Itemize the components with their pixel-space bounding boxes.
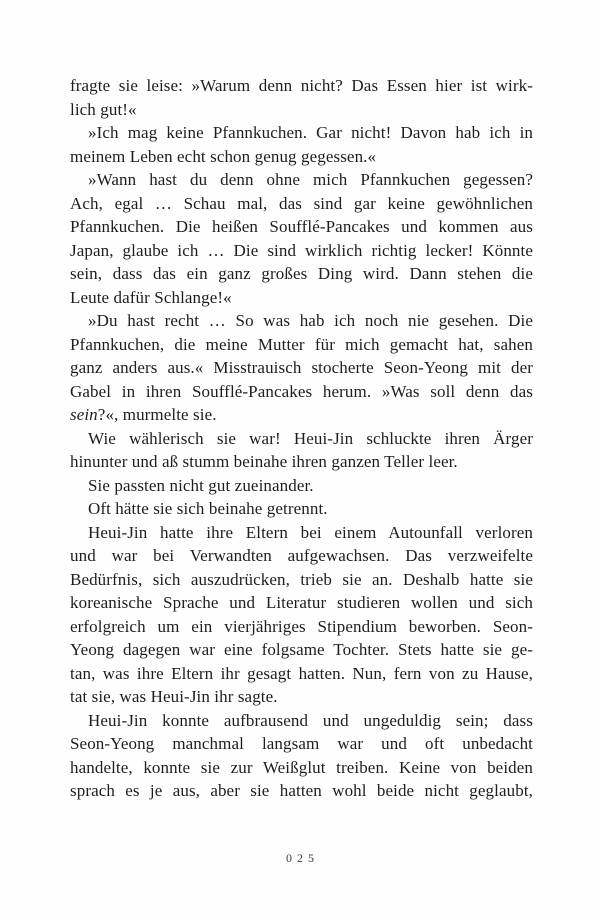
text-line: und war bei Verwandten aufgewachsen. Das verzweifelte — [70, 546, 533, 565]
paragraph — [70, 121, 533, 168]
text-line: lich gut!« — [70, 99, 137, 119]
text-line: Wie wählerisch sie war! Heui-Jin schluckte ihren Ärger — [88, 428, 533, 448]
paragraph — [70, 497, 533, 521]
text-line: fragte sie leise: »Warum denn nicht? Das Essen hier ist wirk- — [70, 76, 533, 95]
text-line: tat sie, was Heui-Jin ihr sagte. — [70, 687, 278, 706]
text-line: handelte, konnte sie zur Weißglut treiben. Keine von beiden — [70, 757, 533, 777]
text-line: tan, was ihre Eltern ihr gesagt hatten. Nun, fern von zu Hause, — [70, 663, 533, 683]
text-line: Pfannkuchen. Die heißen Soufflé-Pancakes und kommen aus — [70, 217, 533, 236]
text-line: Bedürfnis, sich auszudrücken, trieb sie an. Deshalb hatte sie — [70, 569, 533, 589]
paragraph — [70, 74, 533, 121]
text-line: Leute dafür Schlange!« — [70, 287, 232, 307]
text-line: Japan, glaube ich … Die sind wirklich richtig lecker! Könnte — [70, 240, 533, 260]
text-line: Oft hätte sie sich beinahe getrennt. — [88, 499, 328, 518]
paragraph — [70, 521, 533, 709]
text-line: Sie passten nicht gut zueinander. — [88, 475, 314, 495]
paragraph — [70, 427, 533, 474]
paragraph — [70, 709, 533, 803]
text-line: ganz anders aus.« Misstrauisch stocherte Seon-Yeong mit der — [70, 358, 533, 377]
paragraph — [70, 168, 533, 309]
text-line: Seon-Yeong manchmal langsam war und oft unbedacht — [70, 734, 533, 753]
text-line: Ach, egal … Schau mal, das sind gar keine gewöhnlichen — [70, 193, 533, 213]
text-line: sein?«, murmelte sie. — [70, 405, 217, 424]
text-line: hinunter und aß stumm beinahe ihren ganzen Teller leer. — [70, 452, 458, 471]
text-line: »Ich mag keine Pfannkuchen. Gar nicht! Davon hab ich in — [88, 123, 533, 142]
text-line: koreanische Sprache und Literatur studieren wollen und sich — [70, 593, 533, 612]
text-line: Yeong dagegen war eine folgsame Tochter. Stets hatte sie ge- — [70, 640, 533, 659]
text-line: sein, dass das ein ganz großes Ding wird. Dann stehen die — [70, 264, 533, 283]
text-line: Gabel in ihren Soufflé-Pancakes herum. »Was soll denn das — [70, 381, 533, 401]
text-line: »Du hast recht … So was hab ich noch nie gesehen. Die — [88, 311, 533, 330]
text-line: Pfannkuchen, die meine Mutter für mich gemacht hat, sahen — [70, 334, 533, 354]
text-line: Heui-Jin hatte ihre Eltern bei einem Autounfall verloren — [88, 522, 533, 542]
body-text — [70, 74, 533, 803]
paragraph — [70, 309, 533, 427]
page-number: 025 — [286, 851, 319, 865]
text-line: Heui-Jin konnte aufbrausend und ungeduldig sein; dass — [88, 710, 533, 730]
paragraph — [70, 474, 533, 498]
text-line: erfolgreich um ein vierjähriges Stipendium beworben. Seon- — [70, 616, 533, 636]
text-line: meinem Leben echt schon genug gegessen.« — [70, 146, 377, 166]
text-line: »Wann hast du denn ohne mich Pfannkuchen gegessen? — [88, 170, 533, 189]
text-line: sprach es je aus, aber sie hatten wohl beide nicht geglaubt, — [70, 781, 533, 800]
